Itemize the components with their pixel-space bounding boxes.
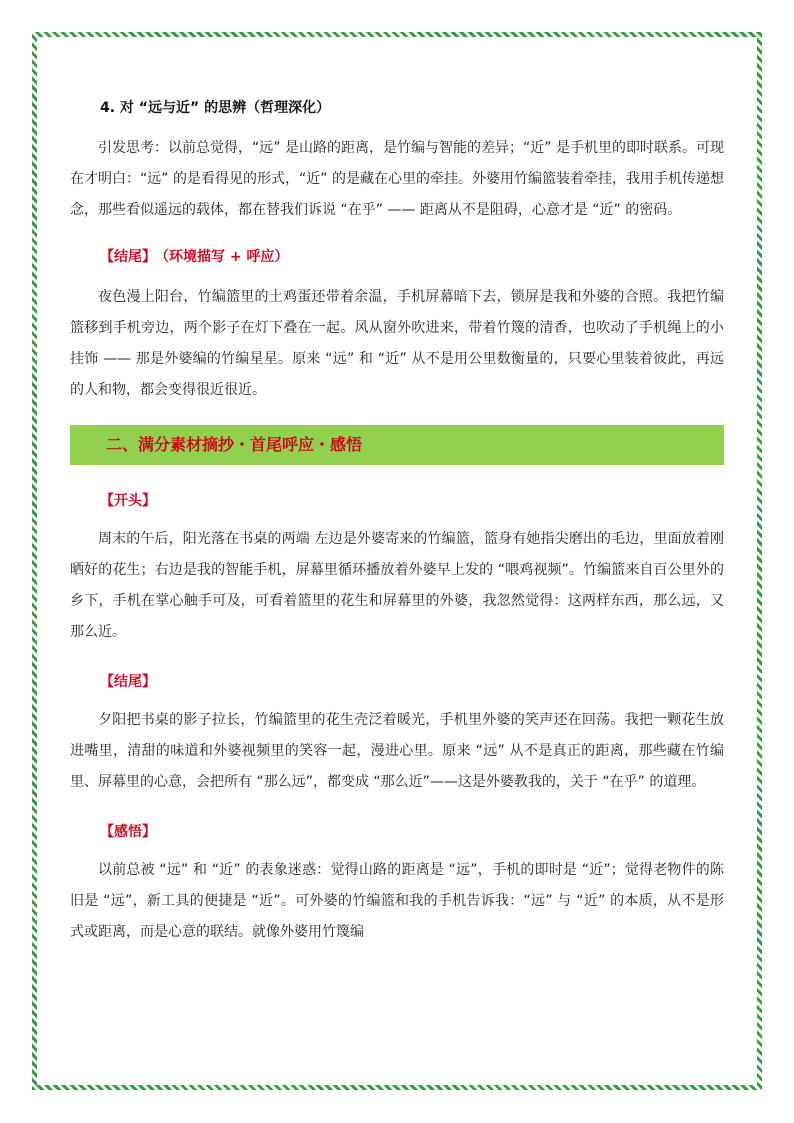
insight-paragraph: 以前总被 “远” 和 “近” 的表象迷惑：觉得山路的距离是 “远”，手机的即时是 “近”；觉得老物件的陈旧是 “远”，新工具的便捷是 “近”。可外婆的竹编篮和我的手机告诉我：“远” 与 “近” 的本质，从不是形式或距离，而是心意的联结。就像外婆用竹篾编 (70, 862, 724, 940)
section-heading: 4. 对 “远与近” 的思辨（哲理深化） (100, 100, 331, 116)
insight-tag: 【感悟】 (100, 824, 156, 840)
closing-tag: 【结尾】 (100, 674, 156, 690)
opening-paragraph: 周末的午后，阳光落在书桌的两端 左边是外婆寄来的竹编篮，篮身有她指尖磨出的毛边，里面放着刚晒好的花生；右边是我的智能手机，屏幕里循环播放着外婆早上发的 “喂鸡视频”。竹编篮来自百公里外的乡下，手机在掌心触手可及，可看着篮里的花生和屏幕里的外婆，我忽然觉得：这两样东西，那么远，又那么近。 (70, 531, 724, 640)
section-band: 二、满分素材摘抄・首尾呼应・感悟 (70, 425, 724, 465)
ending-paragraph: 夜色漫上阳台，竹编篮里的土鸡蛋还带着余温，手机屏幕暗下去，锁屏是我和外婆的合照。我把竹编篮移到手机旁边，两个影子在灯下叠在一起。风从窗外吹进来，带着竹篾的清香，也吹动了手机绳上的小挂饰 —— 那是外婆编的竹编星星。原来 “远” 和 “近” 从不是用公里数衡量的，只要心里装着彼此，再远的人和物，都会变得很近很近。 (70, 289, 724, 398)
section-paragraph: 引发思考：以前总觉得，“远” 是山路的距离，是竹编与智能的差异；“近” 是手机里的即时联系。可现在才明白：“远” 的是看得见的形式，“近” 的是藏在心里的牵挂。外婆用竹编篮装着牵挂，我用手机传递想念，那些看似遥远的载体，都在替我们诉说 “在乎” —— 距离从不是阻碍，心意才是 “近” 的密码。 (70, 140, 724, 218)
document-body (70, 92, 724, 948)
ending-tag: 【结尾】 (100, 249, 156, 265)
opening-tag: 【开头】 (100, 493, 156, 509)
ending-tag-line (100, 243, 724, 271)
closing-paragraph: 夕阳把书桌的影子拉长，竹编篮里的花生壳泛着暖光，手机里外婆的笑声还在回荡。我把一颗花生放进嘴里，清甜的味道和外婆视频里的笑容一起，漫进心里。原来 “远” 从不是真正的距离，那些藏在竹编里、屏幕里的心意，会把所有 “那么远”，都变成 “那么近”——这是外婆教我的，关于 “在乎” 的道理。 (70, 712, 724, 790)
ending-tag-note: （环境描写 + 呼应） (162, 249, 289, 265)
